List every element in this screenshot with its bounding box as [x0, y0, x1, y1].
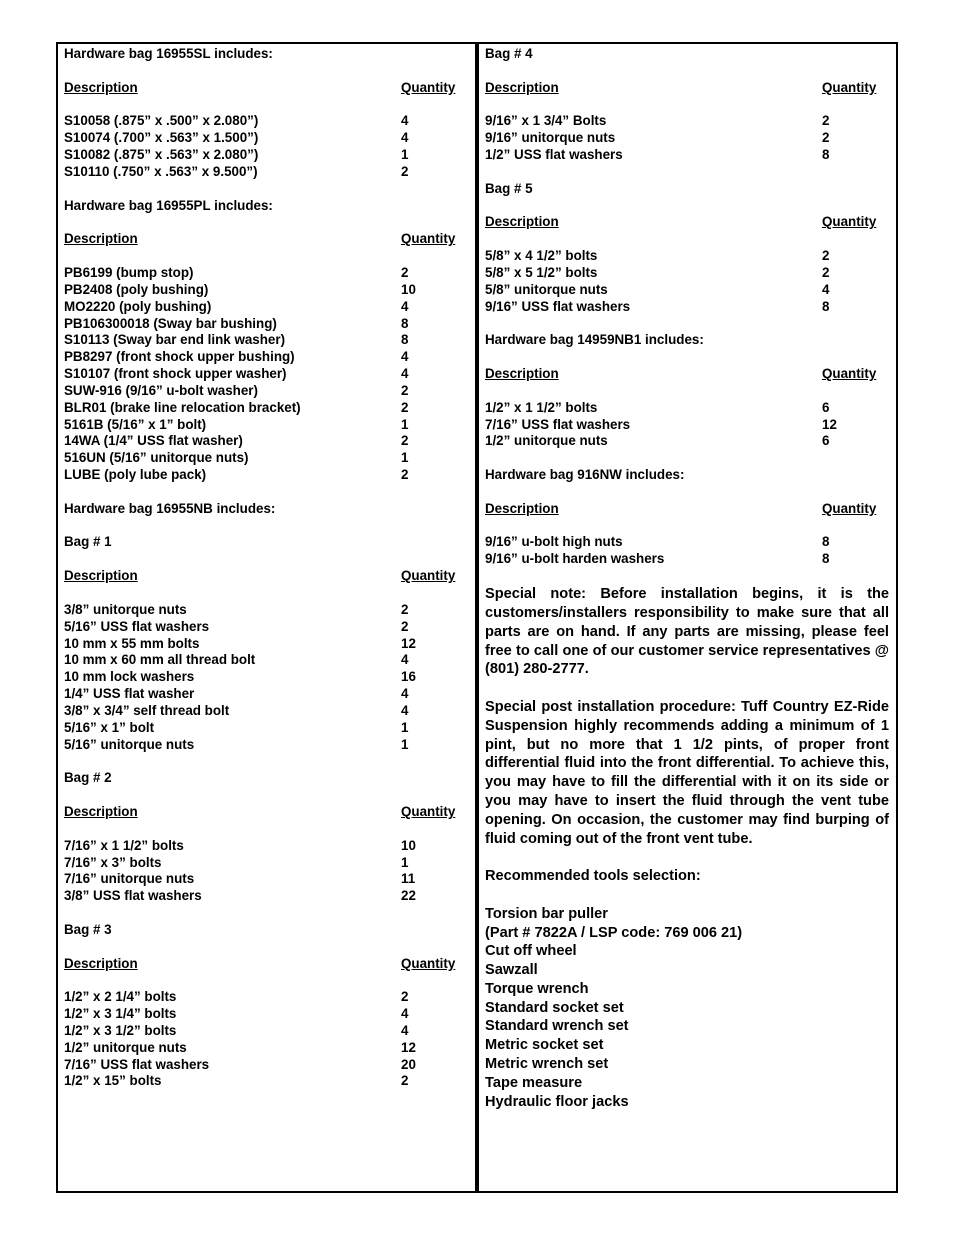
part-description: 9/16” u-bolt high nuts: [485, 534, 623, 550]
description-header: Description: [485, 366, 559, 382]
part-quantity: 8: [401, 315, 409, 331]
spacer: [64, 787, 464, 804]
part-description: S10107 (front shock upper washer): [64, 366, 287, 382]
part-row: [64, 989, 464, 1006]
part-row: [485, 147, 889, 164]
part-row: [485, 299, 889, 316]
part-quantity: 8: [822, 551, 830, 567]
part-quantity: 10: [401, 837, 416, 853]
spacer: [64, 821, 464, 838]
part-row: [64, 366, 464, 383]
part-description: S10110 (.750” x .563” x 9.500”): [64, 163, 258, 179]
part-row: [64, 316, 464, 333]
part-row: [64, 113, 464, 130]
part-row: [64, 1040, 464, 1057]
part-row: [485, 113, 889, 130]
part-row: [64, 669, 464, 686]
part-quantity: 4: [401, 130, 409, 146]
part-quantity: 1: [401, 147, 409, 163]
part-quantity: 4: [822, 281, 830, 297]
section-title: Bag # 1: [64, 534, 112, 550]
part-row: [64, 433, 464, 450]
part-row: [64, 636, 464, 653]
description-header: Description: [64, 955, 138, 971]
right-parts-lists: [485, 46, 889, 568]
part-row: [485, 534, 889, 551]
part-description: 9/16” unitorque nuts: [485, 130, 616, 146]
column-header-row: [485, 214, 889, 231]
part-row: [64, 383, 464, 400]
part-description: 10 mm lock washers: [64, 669, 195, 685]
column-header-row: [64, 568, 464, 585]
tool-item: Metric socket set: [485, 1037, 604, 1054]
spacer: [485, 484, 889, 501]
part-quantity: 2: [822, 113, 830, 129]
section-title: Hardware bag 916NW includes:: [485, 467, 685, 483]
part-description: 5/16” USS flat washers: [64, 618, 210, 634]
part-quantity: 2: [401, 399, 409, 415]
part-row: [64, 349, 464, 366]
part-row: [64, 450, 464, 467]
spacer: [64, 972, 464, 989]
spacer: [64, 551, 464, 568]
part-row: [64, 720, 464, 737]
tool-item: Standard wrench set: [485, 1018, 629, 1035]
spacer: [485, 63, 889, 80]
spacer: [64, 585, 464, 602]
part-description: 1/2” unitorque nuts: [64, 1039, 187, 1055]
spacer: [64, 63, 464, 80]
spacer: [485, 518, 889, 535]
part-quantity: 2: [822, 130, 830, 146]
part-description: 7/16” x 1 1/2” bolts: [64, 837, 184, 853]
part-row: [64, 855, 464, 872]
part-description: MO2220 (poly bushing): [64, 298, 212, 314]
part-quantity: 8: [401, 332, 409, 348]
column-header-row: [64, 804, 464, 821]
part-description: 1/2” unitorque nuts: [485, 433, 608, 449]
column-header-row: [64, 231, 464, 248]
part-description: 1/4” USS flat washer: [64, 686, 195, 702]
part-description: 1/2” x 1 1/2” bolts: [485, 399, 598, 415]
part-row: [485, 130, 889, 147]
description-header: Description: [485, 500, 559, 516]
part-description: LUBE (poly lube pack): [64, 467, 207, 483]
part-description: S10058 (.875” x .500” x 2.080”): [64, 113, 259, 129]
part-description: 1/2” USS flat washers: [485, 147, 623, 163]
part-quantity: 4: [401, 1022, 409, 1038]
right-column: [485, 46, 889, 1111]
part-quantity: 2: [822, 264, 830, 280]
spacer: [485, 97, 889, 114]
part-quantity: 8: [822, 147, 830, 163]
part-description: PB2408 (poly bushing): [64, 281, 209, 297]
part-quantity: 16: [401, 669, 416, 685]
part-quantity: 11: [401, 871, 416, 887]
part-description: 516UN (5/16” unitorque nuts): [64, 450, 249, 466]
left-column: [64, 46, 464, 1090]
part-row: [64, 332, 464, 349]
part-quantity: 8: [822, 534, 830, 550]
part-row: [64, 888, 464, 905]
part-quantity: 10: [401, 281, 416, 297]
part-description: 5161B (5/16” x 1” bolt): [64, 416, 207, 432]
part-row: [64, 652, 464, 669]
spacer: [64, 753, 464, 770]
part-description: PB106300018 (Sway bar bushing): [64, 315, 277, 331]
spacer: [64, 518, 464, 535]
part-quantity: 1: [401, 854, 409, 870]
tool-item: Torque wrench: [485, 980, 589, 997]
tool-item: Torsion bar puller: [485, 905, 608, 922]
part-quantity: 8: [822, 298, 830, 314]
spacer: [485, 198, 889, 215]
spacer: [64, 214, 464, 231]
part-description: 5/16” unitorque nuts: [64, 736, 195, 752]
part-description: 5/8” x 5 1/2” bolts: [485, 264, 598, 280]
part-description: 9/16” USS flat washers: [485, 298, 631, 314]
part-row: [485, 433, 889, 450]
tool-item: Metric wrench set: [485, 1056, 609, 1073]
part-quantity: 6: [822, 399, 830, 415]
part-quantity: 2: [401, 601, 409, 617]
special-note: Special note: Before installation begins, it is the customers/installers responsibility to make sure that all parts are on hand. If any parts are missing, please feel free to call one of our customer service representatives @ (801) 280-2777.: [485, 586, 889, 678]
spacer: [64, 181, 464, 198]
post-installation-note: Special post installation procedure: Tuff Country EZ-Ride Suspension highly recommends adding a minimum of 1 pint, but no more that 1 1/2 pints, of proper front differential fluid into the front differential. To achieve this, you may have to fill the differential with it on its side or you may have to insert the fluid through the vent tube opening. On occasion, the customer may find burping of fluid coming out of the front vent tube.: [485, 698, 889, 847]
part-quantity: 2: [401, 433, 409, 449]
section-title: Bag # 3: [64, 921, 112, 937]
part-row: [64, 703, 464, 720]
tool-item: Sawzall: [485, 962, 538, 979]
part-description: 5/8” x 4 1/2” bolts: [485, 248, 598, 264]
column-divider: [475, 42, 479, 1193]
spacer: [64, 905, 464, 922]
part-row: [64, 1073, 464, 1090]
part-row: [64, 686, 464, 703]
description-header: Description: [485, 214, 559, 230]
part-quantity: 4: [401, 113, 409, 129]
part-row: [64, 130, 464, 147]
part-row: [64, 400, 464, 417]
part-quantity: 2: [822, 248, 830, 264]
part-quantity: 4: [401, 686, 409, 702]
part-quantity: 2: [401, 163, 409, 179]
part-row: [64, 737, 464, 754]
part-quantity: 4: [401, 349, 409, 365]
tool-item: Hydraulic floor jacks: [485, 1093, 629, 1110]
quantity-header: Quantity: [822, 214, 877, 230]
part-description: 5/16” x 1” bolt: [64, 719, 155, 735]
part-description: 1/2” x 3 1/4” bolts: [64, 1006, 177, 1022]
part-description: S10113 (Sway bar end link washer): [64, 332, 286, 348]
part-quantity: 4: [401, 702, 409, 718]
part-quantity: 12: [822, 416, 837, 432]
part-quantity: 2: [401, 382, 409, 398]
part-description: 10 mm x 55 mm bolts: [64, 635, 200, 651]
part-row: [485, 400, 889, 417]
part-description: 10 mm x 60 mm all thread bolt: [64, 652, 256, 668]
column-header-row: [64, 80, 464, 97]
part-quantity: 22: [401, 888, 416, 904]
part-quantity: 1: [401, 736, 409, 752]
part-quantity: 1: [401, 416, 409, 432]
quantity-header: Quantity: [401, 955, 456, 971]
spacer: [64, 97, 464, 114]
part-description: 1/2” x 3 1/2” bolts: [64, 1022, 177, 1038]
part-row: [64, 265, 464, 282]
part-row: [64, 1023, 464, 1040]
part-row: [64, 417, 464, 434]
part-description: BLR01 (brake line relocation bracket): [64, 399, 301, 415]
part-row: [485, 248, 889, 265]
spacer: [64, 939, 464, 956]
spacer: [485, 383, 889, 400]
part-quantity: 2: [401, 1073, 409, 1089]
part-quantity: 1: [401, 450, 409, 466]
part-quantity: 12: [401, 1039, 416, 1055]
spacer: [485, 164, 889, 181]
quantity-header: Quantity: [822, 366, 877, 382]
part-quantity: 4: [401, 1006, 409, 1022]
part-row: [64, 1006, 464, 1023]
column-header-row: [64, 956, 464, 973]
part-quantity: 12: [401, 635, 416, 651]
spacer: [64, 248, 464, 265]
part-row: [485, 417, 889, 434]
part-row: [64, 871, 464, 888]
quantity-header: Quantity: [401, 231, 456, 247]
tool-item: (Part # 7822A / LSP code: 769 006 21): [485, 924, 743, 941]
column-header-row: [485, 501, 889, 518]
part-row: [64, 164, 464, 181]
part-row: [64, 619, 464, 636]
description-header: Description: [64, 568, 138, 584]
part-quantity: 4: [401, 652, 409, 668]
quantity-header: Quantity: [401, 568, 456, 584]
part-row: [64, 602, 464, 619]
quantity-header: Quantity: [822, 79, 877, 95]
part-quantity: 4: [401, 298, 409, 314]
part-description: PB8297 (front shock upper bushing): [64, 349, 295, 365]
part-description: 14WA (1/4” USS flat washer): [64, 433, 243, 449]
part-quantity: 2: [401, 989, 409, 1005]
tool-item: Cut off wheel: [485, 943, 577, 960]
part-quantity: 2: [401, 618, 409, 634]
spacer: [64, 484, 464, 501]
part-quantity: 20: [401, 1056, 416, 1072]
part-description: 7/16” unitorque nuts: [64, 871, 195, 887]
part-description: PB6199 (bump stop): [64, 264, 194, 280]
part-row: [64, 299, 464, 316]
section-title: Hardware bag 14959NB1 includes:: [485, 332, 704, 348]
section-title: Bag # 2: [64, 770, 112, 786]
part-description: 3/8” unitorque nuts: [64, 601, 187, 617]
part-quantity: 2: [401, 264, 409, 280]
tools-title: Recommended tools selection:: [485, 868, 701, 885]
column-header-row: [485, 80, 889, 97]
part-row: [485, 551, 889, 568]
section-title: Hardware bag 16955PL includes:: [64, 197, 273, 213]
part-description: S10082 (.875” x .563” x 2.080”): [64, 147, 259, 163]
spacer: [485, 316, 889, 333]
description-header: Description: [64, 231, 138, 247]
tool-item: Tape measure: [485, 1074, 583, 1091]
part-description: SUW-916 (9/16” u-bolt washer): [64, 382, 258, 398]
column-header-row: [485, 366, 889, 383]
part-description: 7/16” USS flat washers: [485, 416, 631, 432]
part-description: 5/8” unitorque nuts: [485, 281, 608, 297]
spacer: [485, 231, 889, 248]
description-header: Description: [64, 803, 138, 819]
part-row: [485, 282, 889, 299]
spacer: [485, 450, 889, 467]
part-description: 3/8” USS flat washers: [64, 888, 202, 904]
part-row: [64, 282, 464, 299]
part-quantity: 1: [401, 719, 409, 735]
part-description: 9/16” u-bolt harden washers: [485, 551, 665, 567]
tools-list: [485, 905, 889, 1112]
quantity-header: Quantity: [401, 79, 456, 95]
part-quantity: 4: [401, 366, 409, 382]
spacer: [485, 349, 889, 366]
description-header: Description: [485, 79, 559, 95]
part-description: 3/8” x 3/4” self thread bolt: [64, 702, 230, 718]
part-description: 1/2” x 2 1/4” bolts: [64, 989, 177, 1005]
section-title: Hardware bag 16955NB includes:: [64, 500, 276, 516]
part-description: S10074 (.700” x .563” x 1.500”): [64, 130, 259, 146]
section-title: Bag # 5: [485, 180, 533, 196]
part-row: [64, 467, 464, 484]
part-row: [64, 1057, 464, 1074]
part-quantity: 2: [401, 467, 409, 483]
quantity-header: Quantity: [822, 500, 877, 516]
part-row: [64, 147, 464, 164]
part-row: [485, 265, 889, 282]
part-description: 7/16” x 3” bolts: [64, 854, 162, 870]
part-description: 1/2” x 15” bolts: [64, 1073, 162, 1089]
section-title: Bag # 4: [485, 46, 533, 61]
section-title: Hardware bag 16955SL includes:: [64, 46, 273, 61]
part-quantity: 6: [822, 433, 830, 449]
part-row: [64, 838, 464, 855]
part-description: 9/16” x 1 3/4” Bolts: [485, 113, 607, 129]
tool-item: Standard socket set: [485, 999, 624, 1016]
description-header: Description: [64, 79, 138, 95]
quantity-header: Quantity: [401, 803, 456, 819]
part-description: 7/16” USS flat washers: [64, 1056, 210, 1072]
